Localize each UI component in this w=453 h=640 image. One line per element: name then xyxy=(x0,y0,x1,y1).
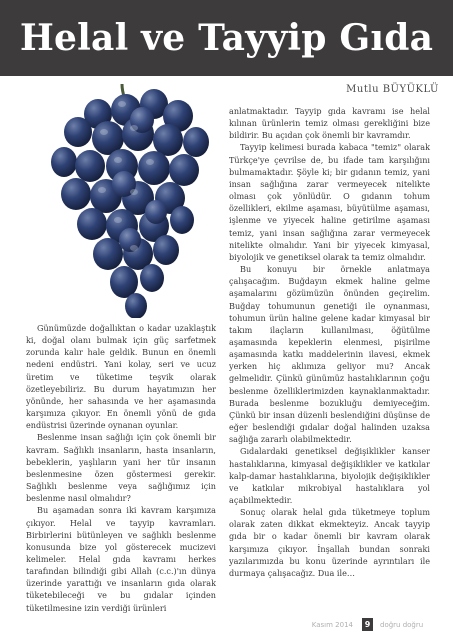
paragraph: Beslenme insan sağlığı için çok önemli bir kavram. Sağlıklı insanların, hasta insanların, bebeklerin, yaşlıların yani her tür insanın beslenmesine özen göstermesi gerekir. Sağlıklı beslenme veya sağlığımız için beslenme nasıl olmalıdır? xyxy=(26,432,216,504)
paragraph: Günümüzde doğallıktan o kadar uzaklaştık ki, doğal olanı bulmak için güç sarfetmek zorunda kalır hale geldik. Bunun en önemli nedeni endüstri. Yani kolay, seri ve ucuz üretim ve tüketime teşvik olarak özetleyebiliriz. Bu durum hayatımızın her yönünde, her sahasında ve her aşamasında karşımıza çıkıyor. En önemli yönü de gıda endüstrisi üzerinde oynanan oyunlar. xyxy=(26,323,216,431)
grapes-photo xyxy=(38,84,220,318)
issue-date: Kasım 2014 xyxy=(311,621,353,629)
page-number: 9 xyxy=(362,618,373,631)
left-column xyxy=(26,322,216,614)
paragraph: Sonuç olarak helal gıda tüketmeye toplum olarak zaten dikkat ekmekteyiz. Ancak tayyip gıda bir o kadar önemli bir kavram olarak karşımıza çıkıyor. İnşallah bundan sonraki yazılarımızda bu konu üzerinde ayrıntıları ile durmaya çalışacağız. Dua ile… xyxy=(229,507,430,578)
grapes-illustration xyxy=(38,84,220,318)
paragraph: Bu konuyu bir örnekle anlatmaya çalışacağım. Buğdayın ekmek haline gelme aşamalarını gözümüzün önünden geçirelim. Buğday tohumunun genetiği ile oynanması, tohumun ürün haline gelene kadar kimyasal bir takım ilaçların kullanılması, öğütülme aşamasında kepeklerin elenmesi, pişirilme aşamasında katkı maddelerinin ilavesi, ekmek yerken hiç aklımıza geliyor mu? Ancak gelmelidir. Çünkü günümüz hastalıklarının çoğu beslenme özelliklerimizden kaynaklanmaktadır. Burada beslenme bozukluğu demiyeceğim. Çünkü bir insan düzenli beslendiğini düşünse de eğer beslendiği gıdalar doğal halinden uzaksa sağlığa zararlı olabilmektedir. xyxy=(229,264,430,445)
paragraph: Bu aşamadan sonra iki kavram karşımıza çıkıyor. Helal ve tayyip kavramları. Birbirlerini bütünleyen ve sağlıklı beslenme konusunda bize yol gösterecek mucizevi kelimeler. Helal gıda kavramı herkes tarafından bilindiği gibi Allah (c.c.)'ın dünya üzerinde yarattığı ve insanların gıda olarak tüketebileceği ve bu gıdalar içinden tüketilmesine izin verdiği ürünleri xyxy=(26,505,216,613)
magazine-name: doğru doğru xyxy=(380,621,424,629)
paragraph: Gıdalardaki genetiksel değişiklikler kanser hastalıklarına, kimyasal değişiklikler ve katkılar kalp-damar hastalıklarına, biyolojik değişiklikler ve katkılar mikrobiyal hastalıklara yol açabilmektedir. xyxy=(229,446,430,505)
paragraph: anlatmaktadır. Tayyip gıda kavramı ise helal kılınan ürünlerin temiz olması gerekliğini bize bildirir. Bu açıdan çok önemli bir kavramdır. xyxy=(229,106,430,141)
paragraph: Tayyip kelimesi burada kabaca "temiz" olarak Türkçe'ye çevrilse de, bu ifade tam karşılığını bulmamaktadır. Şöyle ki; bir gıdanın temiz, yani insan sağlığına zarar vermeyecek nitelikte olması çok yönlüdür. O gıdanın tohum özellikleri, ekilme aşaması, büyütülme aşaması, işlenme ve yiyecek haline getirilme aşaması temiz, yani insan sağlığına zarar vermeyecek nitelikte olmalıdır. Yani bir yiyecek kimyasal, biyolojik ve genetiksel olarak ta temiz olmalıdır. xyxy=(229,142,430,262)
article-title: Helal ve Tayyip Gıda xyxy=(19,17,434,59)
page-footer xyxy=(0,618,453,634)
right-column xyxy=(229,105,430,579)
author-name: Mutlu BÜYÜKLÜ xyxy=(346,84,439,95)
title-banner xyxy=(0,0,453,76)
